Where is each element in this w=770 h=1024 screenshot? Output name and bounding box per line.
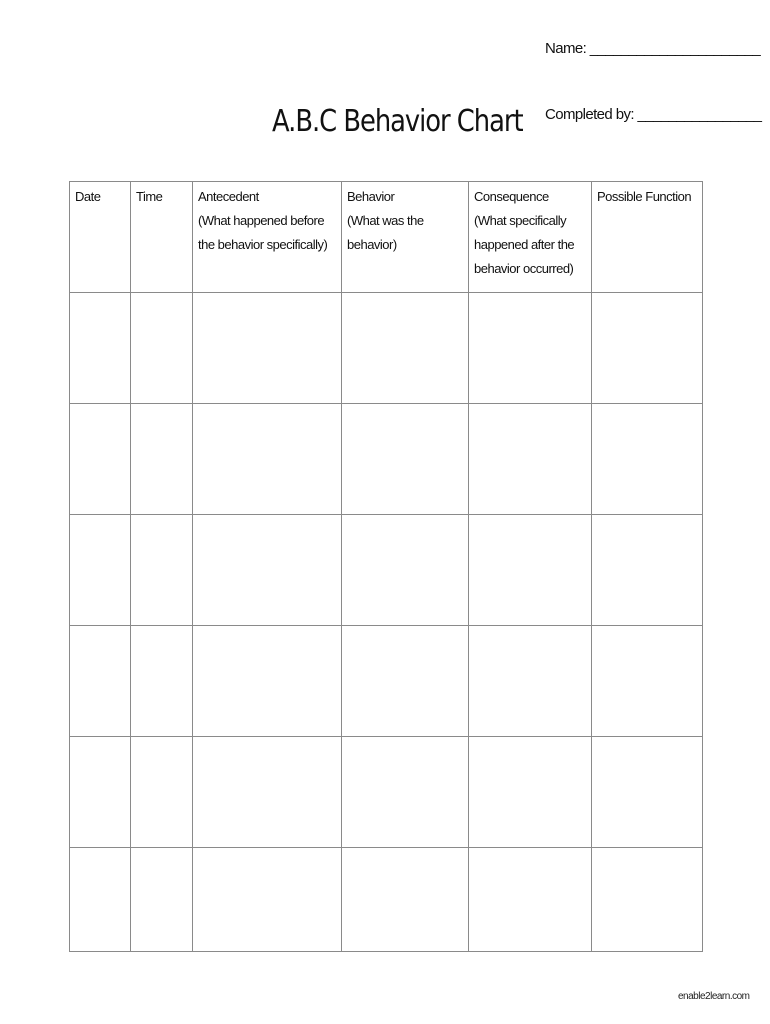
table-cell[interactable]: [592, 404, 703, 515]
table-cell[interactable]: [193, 293, 342, 404]
column-header-date: [70, 182, 131, 293]
table-cell[interactable]: [131, 293, 193, 404]
column-label: Date: [75, 189, 101, 204]
table-cell[interactable]: [70, 626, 131, 737]
table-cell[interactable]: [131, 848, 193, 952]
table-cell[interactable]: [131, 737, 193, 848]
table-cell[interactable]: [70, 293, 131, 404]
table-cell[interactable]: [592, 515, 703, 626]
table-cell[interactable]: [469, 404, 592, 515]
table-cell[interactable]: [342, 293, 469, 404]
column-sublabel: (What was the behavior): [347, 213, 424, 252]
behavior-chart-table: [69, 181, 703, 952]
table-cell[interactable]: [592, 626, 703, 737]
table-cell[interactable]: [193, 515, 342, 626]
table-cell[interactable]: [131, 515, 193, 626]
table-cell[interactable]: [70, 404, 131, 515]
table-cell[interactable]: [70, 515, 131, 626]
table-cell[interactable]: [469, 293, 592, 404]
column-header-possible-function: [592, 182, 703, 293]
table-row: [70, 404, 703, 515]
table-header-row: [70, 182, 703, 293]
table-cell[interactable]: [193, 626, 342, 737]
column-label: Antecedent: [198, 189, 259, 204]
column-label: Time: [136, 189, 163, 204]
footer-credit: enable2learn.com: [678, 991, 750, 1002]
column-sublabel: (What happened before the behavior specifically): [198, 213, 328, 252]
table-row: [70, 515, 703, 626]
table-cell[interactable]: [342, 515, 469, 626]
table-cell[interactable]: [193, 737, 342, 848]
table-cell[interactable]: [469, 515, 592, 626]
table-row: [70, 293, 703, 404]
table-cell[interactable]: [469, 848, 592, 952]
column-label: Consequence: [474, 189, 549, 204]
column-label: Behavior: [347, 189, 395, 204]
column-header-consequence: [469, 182, 592, 293]
table-cell[interactable]: [469, 626, 592, 737]
table-cell[interactable]: [342, 737, 469, 848]
table-row: [70, 626, 703, 737]
table-cell[interactable]: [193, 848, 342, 952]
column-header-antecedent: [193, 182, 342, 293]
table-cell[interactable]: [592, 737, 703, 848]
column-header-behavior: [342, 182, 469, 293]
table-cell[interactable]: [131, 404, 193, 515]
table-cell[interactable]: [592, 848, 703, 952]
table-cell[interactable]: [342, 404, 469, 515]
page-title: A.B.C Behavior Chart: [272, 104, 523, 139]
table-cell[interactable]: [70, 737, 131, 848]
table-cell[interactable]: [342, 626, 469, 737]
name-field[interactable]: Name: ______________________: [545, 40, 761, 57]
column-sublabel: (What specifically happened after the behavior occurred): [474, 213, 575, 276]
table-row: [70, 737, 703, 848]
column-label: Possible Function: [597, 189, 692, 204]
table-cell[interactable]: [70, 848, 131, 952]
table-cell[interactable]: [342, 848, 469, 952]
table-row: [70, 848, 703, 952]
table-cell[interactable]: [469, 737, 592, 848]
table-cell[interactable]: [193, 404, 342, 515]
completed-by-field[interactable]: Completed by: ________________: [545, 106, 762, 123]
table-cell[interactable]: [131, 626, 193, 737]
table-cell[interactable]: [592, 293, 703, 404]
column-header-time: [131, 182, 193, 293]
